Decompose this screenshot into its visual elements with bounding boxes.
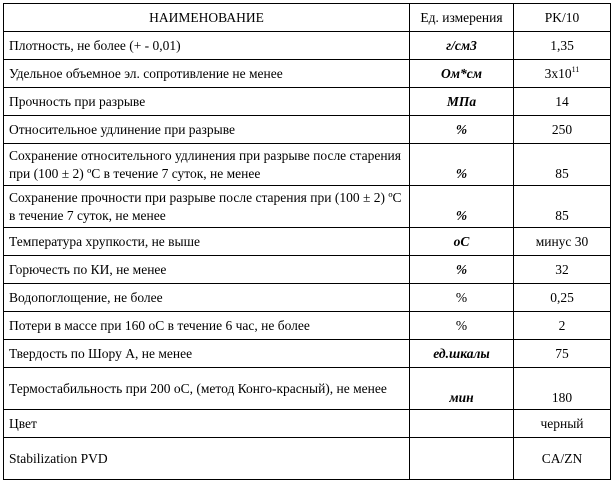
- header-unit: Ед. измерения: [410, 4, 514, 32]
- table-row: [4, 368, 611, 410]
- row-unit: ед.шкалы: [410, 340, 514, 368]
- table-row: [4, 312, 611, 340]
- row-name: Потери в массе при 160 оС в течение 6 час, не более: [4, 312, 410, 340]
- row-name: Горючесть по КИ, не менее: [4, 256, 410, 284]
- properties-table: [3, 3, 611, 480]
- row-name: Водопоглощение, не более: [4, 284, 410, 312]
- table-row: [4, 410, 611, 438]
- row-unit: МПа: [410, 88, 514, 116]
- row-value: минус 30: [514, 228, 611, 256]
- row-unit: [410, 410, 514, 438]
- row-unit: %: [410, 116, 514, 144]
- row-value: [514, 60, 611, 88]
- table-row: [4, 186, 611, 228]
- row-unit: %: [410, 144, 514, 186]
- row-value: 1,35: [514, 32, 611, 60]
- row-name: Stabilization PVD: [4, 438, 410, 480]
- row-value: 14: [514, 88, 611, 116]
- row-value: CA/ZN: [514, 438, 611, 480]
- table-row: [4, 116, 611, 144]
- header-name: НАИМЕНОВАНИЕ: [4, 4, 410, 32]
- row-unit: %: [410, 256, 514, 284]
- row-value: 250: [514, 116, 611, 144]
- row-name: Твердость по Шору А, не менее: [4, 340, 410, 368]
- row-unit: %: [410, 186, 514, 228]
- row-value: 2: [514, 312, 611, 340]
- row-name: Плотность, не более (+ - 0,01): [4, 32, 410, 60]
- row-value: 0,25: [514, 284, 611, 312]
- table-row: [4, 228, 611, 256]
- row-value: черный: [514, 410, 611, 438]
- row-unit: оС: [410, 228, 514, 256]
- table-header-row: [4, 4, 611, 32]
- row-name: Сохранение относительного удлинения при разрыве после старения при (100 ± 2) ºС в течение 7 суток, не менее: [4, 144, 410, 186]
- row-unit: г/см3: [410, 32, 514, 60]
- table-row: [4, 438, 611, 480]
- row-unit: Ом*см: [410, 60, 514, 88]
- row-value: 75: [514, 340, 611, 368]
- table-row: [4, 88, 611, 116]
- row-value: 32: [514, 256, 611, 284]
- row-unit: %: [410, 312, 514, 340]
- row-unit: %: [410, 284, 514, 312]
- table-row: [4, 256, 611, 284]
- row-name: Цвет: [4, 410, 410, 438]
- value-base: 3х10: [544, 65, 572, 81]
- table-row: [4, 144, 611, 186]
- row-name: Относительное удлинение при разрыве: [4, 116, 410, 144]
- row-name: Термостабильность при 200 оС, (метод Конго-красный), не менее: [4, 368, 410, 410]
- table-row: [4, 60, 611, 88]
- row-name: Удельное объемное эл. сопротивление не менее: [4, 60, 410, 88]
- row-value: 85: [514, 144, 611, 186]
- row-unit: [410, 438, 514, 480]
- row-name: Сохранение прочности при разрыве после старения при (100 ± 2) ºС в течение 7 суток, не менее: [4, 186, 410, 228]
- table-row: [4, 32, 611, 60]
- row-value: 180: [514, 368, 611, 410]
- header-value: PK/10: [514, 4, 611, 32]
- table-row: [4, 340, 611, 368]
- row-unit: мин: [410, 368, 514, 410]
- table-row: [4, 284, 611, 312]
- row-name: Температура хрупкости, не выше: [4, 228, 410, 256]
- row-name: Прочность при разрыве: [4, 88, 410, 116]
- value-exponent: 11: [571, 64, 580, 74]
- row-value: 85: [514, 186, 611, 228]
